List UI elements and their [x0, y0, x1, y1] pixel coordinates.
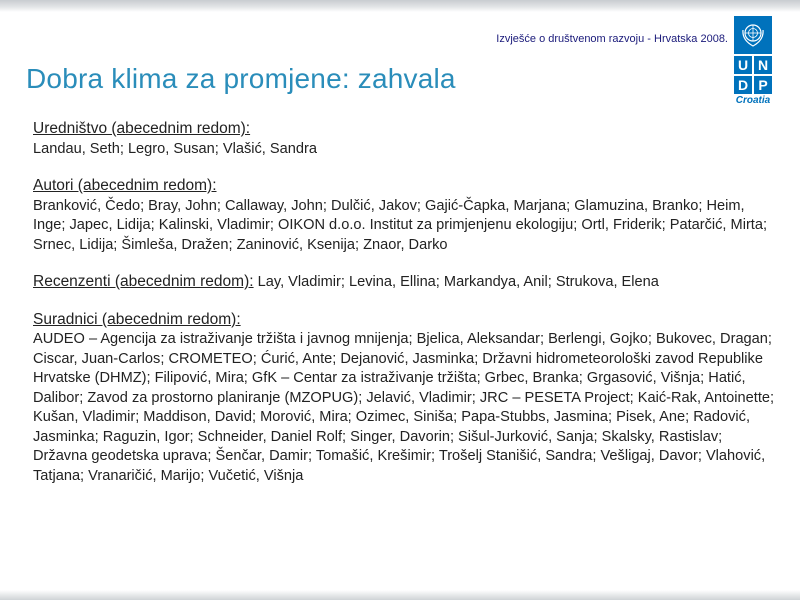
top-gradient-band [0, 0, 800, 12]
section-body: AUDEO – Agencija za istraživanje tržišta i javnog mnijenja; Bjelica, Aleksandar; Berlengi, Gojko; Bukovec, Dragan; Ciscar, Juan-Carlos; CROMETEO; Ćurić, Ante; Dejanović, Jasminka; Državni hidrometeorološki zavod Republike Hrvatske (DHMZ); Filipović, Mira; GfK – Centar za istraživanje tržišta; Grbec, Branka; Grgasović, Višnja; Hatić, Dalibor; Zavod za prostorno planiranje (MZOPUG); Jelavić, Vladimir; JRC – PESETA Project; Kaić-Rak, Antoinette; Kušan, Vladimir; Maddison, David; Morović, Mira; Ozimec, Siniša; Papa-Stubbs, Jasmina; Pisek, Ane; Radović, Jasminka; Raguzin, Igor; Schneider, Daniel Rolf; Singer, Davorin; Sišul-Jurković, Sanja; Skalsky, Rastislav; Državna geodetska uprava; Šenčar, Damir; Tomašić, Krešimir; Trošelj Stanišić, Sandra; Vešligaj, Davor; Vlahović, Tatjana; Vranaričić, Marijo; Vučetić, Višnja [33, 331, 775, 484]
section-reviewers [33, 272, 778, 293]
section-body: Branković, Čedo; Bray, John; Callaway, John; Dulčić, Jakov; Gajić-Čapka, Marjana; Glamuzina, Branko; Heim, Inge; Japec, Lidija; Kalinski, Vladimir; OIKON d.o.o. Institut za primjenjenu ekologiju; Ortl, Friderik; Patarčić, Mirta; Srnec, Lidija; Šimleša, Dražen; Zaninović, Ksenija; Znaor, Darko [33, 197, 768, 253]
logo-letter: P [754, 76, 772, 94]
logo-letter: N [754, 56, 772, 74]
undp-logo [732, 16, 774, 106]
undp-letter-grid [732, 56, 774, 94]
acknowledgements-content [33, 119, 778, 503]
slide-title: Dobra klima za promjene: zahvala [26, 63, 456, 94]
logo-letter: U [734, 56, 752, 74]
logo-letter: D [734, 76, 752, 94]
section-heading: Autori (abecednim redom): [33, 177, 217, 194]
section-authors [33, 176, 778, 255]
section-editors [33, 119, 778, 159]
section-body: Lay, Vladimir; Levina, Ellina; Markandya, Anil; Strukova, Elena [253, 274, 659, 290]
section-contributors [33, 310, 778, 487]
un-emblem-icon [734, 16, 772, 54]
logo-country: Croatia [735, 95, 771, 106]
section-heading: Recenzenti (abecednim redom): [33, 273, 254, 290]
section-body: Landau, Seth; Legro, Susan; Vlašić, Sandra [33, 140, 317, 157]
section-heading: Suradnici (abecednim redom): [33, 310, 241, 328]
section-heading: Uredništvo (abecednim redom): [33, 120, 251, 137]
report-caption: Izvješće o društvenom razvoju - Hrvatska 2008. [496, 33, 728, 45]
bottom-gradient-band [0, 590, 800, 600]
